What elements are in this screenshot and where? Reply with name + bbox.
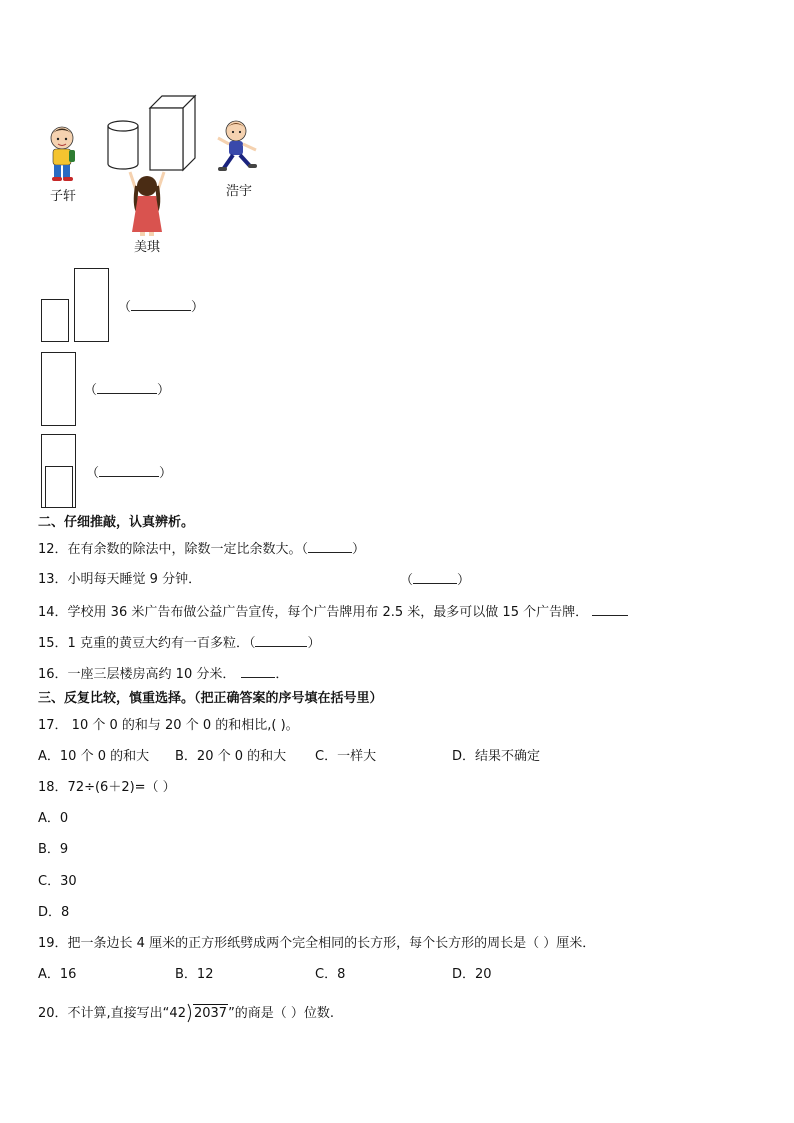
name-meiqi: 美琪	[134, 240, 161, 255]
option-c[interactable]: C．一样大	[315, 749, 377, 764]
question-13: 13．小明每天睡觉 9 分钟．	[38, 572, 202, 587]
question-17: 17． 10 个 0 的和与 20 个 0 的和相比,( )。	[38, 718, 299, 733]
question-15: 15．1 克重的黄豆大约有一百多粒．（ ）	[38, 636, 321, 651]
name-zixuan: 子轩	[50, 189, 77, 204]
section-heading: 三、反复比较，慎重选择。（把正确答案的序号填在括号里）	[38, 691, 383, 706]
question-20: 20．不计算,直接写出“ 42 2037 ”的商是（ ）位数.	[38, 1003, 334, 1023]
tall-rectangle	[74, 268, 109, 342]
question-16: 16．一座三层楼房高约 10 分米． ．	[38, 667, 289, 682]
option-d[interactable]: D．结果不确定	[452, 749, 541, 764]
answer-blank[interactable]: （ ）	[118, 300, 205, 315]
tall-rectangle	[41, 352, 76, 426]
option-a[interactable]: A．0	[38, 811, 69, 826]
question-14: 14．学校用 36 米广告布做公益广告宣传，每个广告牌用布 2.5 米，最多可以做 15 个广告牌．	[38, 603, 628, 622]
option-c[interactable]: C．30	[38, 874, 77, 889]
cuboid-shape	[148, 94, 198, 172]
option-b[interactable]: B．9	[38, 842, 69, 857]
boy-zixuan-figure	[42, 122, 82, 184]
option-d[interactable]: D．8	[38, 905, 70, 920]
option-b[interactable]: B．20 个 0 的和大	[175, 749, 287, 764]
option-a[interactable]: A．16	[38, 967, 77, 982]
question-18: 18．72÷(6＋2)=（ ）	[38, 780, 176, 795]
cylinder-shape	[106, 120, 140, 172]
question-13-blank[interactable]: （ ）	[400, 573, 471, 588]
section-heading: 二、仔细推敲，认真辨析。	[38, 515, 195, 530]
girl-meiqi-figure	[126, 170, 168, 236]
boy-haoyu-figure	[214, 118, 262, 180]
option-d[interactable]: D．20	[452, 967, 492, 982]
option-a[interactable]: A．10 个 0 的和大	[38, 749, 150, 764]
name-haoyu: 浩宇	[226, 184, 253, 199]
answer-blank[interactable]: （ ）	[86, 466, 173, 481]
option-b[interactable]: B．12	[175, 967, 214, 982]
option-c[interactable]: C．8	[315, 967, 346, 982]
question-12: 12．在有余数的除法中，除数一定比余数大。（ ）	[38, 542, 366, 557]
small-rectangle	[45, 466, 73, 508]
answer-blank[interactable]: （ ）	[84, 383, 171, 398]
question-19: 19．把一条边长 4 厘米的正方形纸劈成两个完全相同的长方形，每个长方形的周长是（ ）厘米．	[38, 936, 596, 951]
long-division-symbol: 42 2037	[169, 1006, 228, 1021]
small-rectangle	[41, 299, 69, 342]
